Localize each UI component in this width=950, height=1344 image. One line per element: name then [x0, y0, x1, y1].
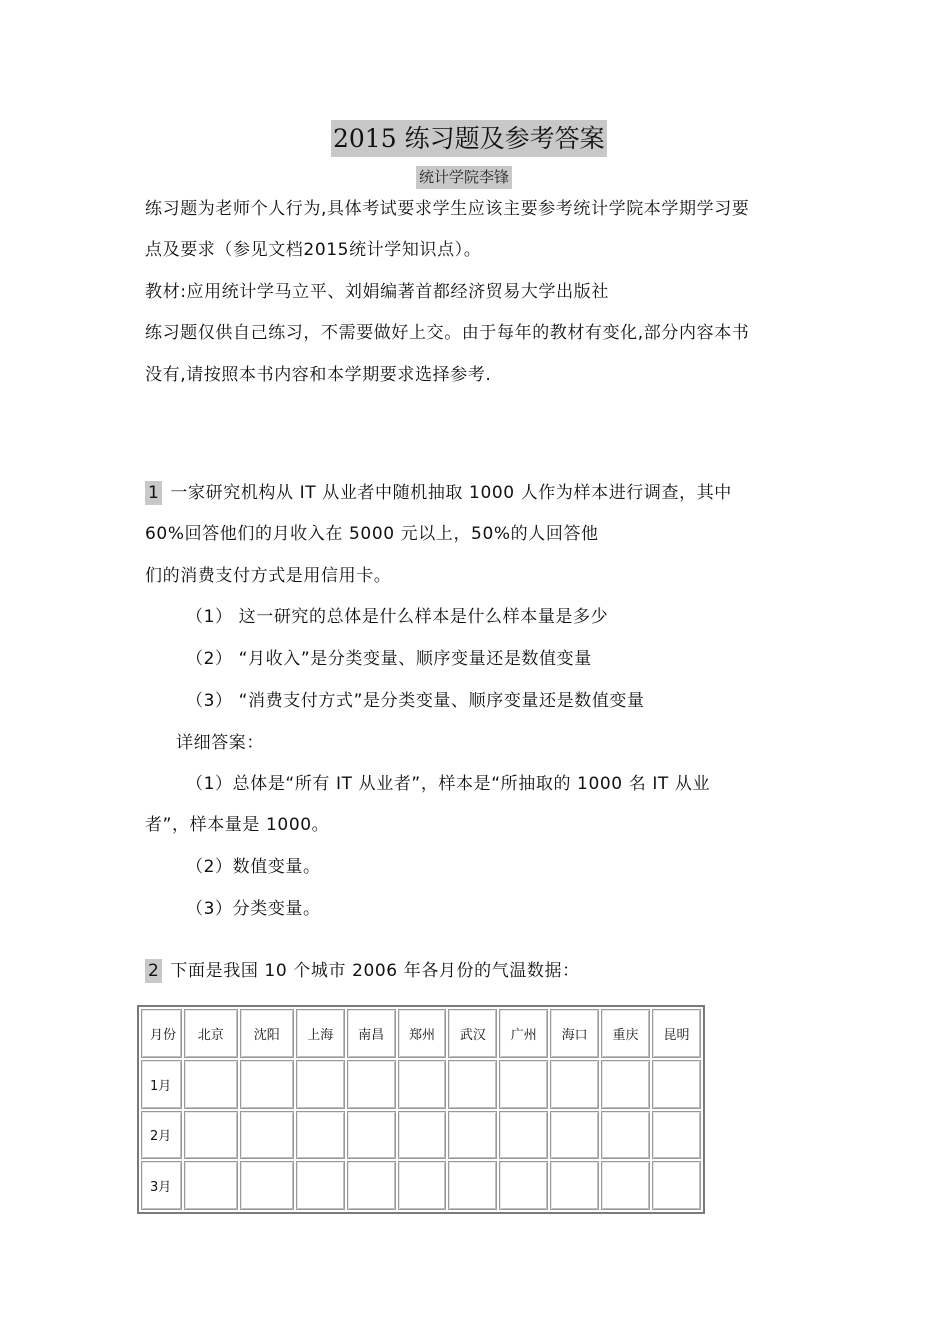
intro-line: 练习题为老师个人行为,具体考试要求学生应该主要参考统计学院本学期学习要 — [145, 199, 750, 219]
question-text: 一家研究机构从 IT 从业者中随机抽取 1000 人作为样本进行调查，其中 — [170, 483, 732, 503]
table-cell — [296, 1111, 345, 1160]
table-cell — [652, 1161, 701, 1210]
table-cell — [499, 1161, 548, 1210]
table-cell — [347, 1060, 396, 1109]
table-cell: 3月 — [141, 1161, 182, 1210]
table-header-cell: 广州 — [499, 1009, 548, 1058]
table-header-cell: 武汉 — [448, 1009, 497, 1058]
table-cell — [601, 1161, 650, 1210]
temperature-table — [137, 1005, 705, 1214]
table-cell — [448, 1161, 497, 1210]
table-header-cell: 海口 — [550, 1009, 599, 1058]
table-header-cell: 昆明 — [652, 1009, 701, 1058]
answer-line: （2）数值变量。 — [186, 857, 321, 877]
sub-question: （2） “月收入”是分类变量、顺序变量还是数值变量 — [186, 649, 592, 669]
intro-line: 练习题仅供自己练习，不需要做好上交。由于每年的教材有变化,部分内容本书 — [145, 323, 750, 343]
question-2 — [145, 959, 580, 983]
table-cell — [652, 1060, 701, 1109]
answer-label: 详细答案： — [176, 733, 264, 753]
intro-line: 教材:应用统计学马立平、刘娟编著首都经济贸易大学出版社 — [145, 282, 609, 302]
table-row — [141, 1161, 701, 1210]
table-header-cell: 上海 — [296, 1009, 345, 1058]
table-cell — [398, 1060, 447, 1109]
table-cell — [499, 1060, 548, 1109]
table-header-cell: 北京 — [184, 1009, 238, 1058]
table-cell — [550, 1111, 599, 1160]
question-1 — [145, 481, 732, 505]
table-cell: 2月 — [141, 1111, 182, 1160]
question-number: 2 — [145, 959, 162, 983]
question-text: 们的消费支付方式是用信用卡。 — [145, 566, 392, 586]
question-text: 60%回答他们的月收入在 5000 元以上，50%的人回答他 — [145, 524, 599, 544]
answer-line: 者”，样本量是 1000。 — [145, 815, 330, 835]
table-header-row — [141, 1009, 701, 1058]
intro-line: 点及要求（参见文档2015统计学知识点）。 — [145, 240, 482, 260]
table-cell — [398, 1111, 447, 1160]
table-cell — [550, 1060, 599, 1109]
question-text: 下面是我国 10 个城市 2006 年各月份的气温数据： — [170, 961, 580, 981]
table-row — [141, 1060, 701, 1109]
table-cell — [296, 1161, 345, 1210]
table-header-cell: 南昌 — [347, 1009, 396, 1058]
table-header-cell: 重庆 — [601, 1009, 650, 1058]
table-cell — [652, 1111, 701, 1160]
table-cell — [601, 1111, 650, 1160]
table-cell — [240, 1111, 294, 1160]
answer-line: （3）分类变量。 — [186, 899, 321, 919]
table-cell — [398, 1161, 447, 1210]
table-cell — [550, 1161, 599, 1210]
intro-line: 没有,请按照本书内容和本学期要求选择参考. — [145, 365, 492, 385]
table-cell — [601, 1060, 650, 1109]
table-header-cell: 郑州 — [398, 1009, 447, 1058]
table-cell — [240, 1161, 294, 1210]
answer-line: （1）总体是“所有 IT 从业者”，样本是“所抽取的 1000 名 IT 从业 — [186, 774, 711, 794]
table-cell — [347, 1111, 396, 1160]
table-cell — [448, 1111, 497, 1160]
table-cell — [184, 1161, 238, 1210]
sub-question: （3） “消费支付方式”是分类变量、顺序变量还是数值变量 — [186, 691, 645, 711]
table-cell — [499, 1111, 548, 1160]
table-header-cell: 沈阳 — [240, 1009, 294, 1058]
table-cell — [296, 1060, 345, 1109]
table-cell — [184, 1060, 238, 1109]
table-cell — [347, 1161, 396, 1210]
table-cell — [240, 1060, 294, 1109]
table-cell — [184, 1111, 238, 1160]
page-title: 2015 练习题及参考答案 — [331, 120, 607, 157]
question-number: 1 — [145, 481, 162, 505]
table-cell — [448, 1060, 497, 1109]
sub-question: （1） 这一研究的总体是什么样本是什么样本量是多少 — [186, 607, 609, 627]
table-cell: 1月 — [141, 1060, 182, 1109]
author-subtitle: 统计学院李锋 — [416, 166, 512, 189]
table-row — [141, 1111, 701, 1160]
table-header-cell: 月份 — [141, 1009, 182, 1058]
